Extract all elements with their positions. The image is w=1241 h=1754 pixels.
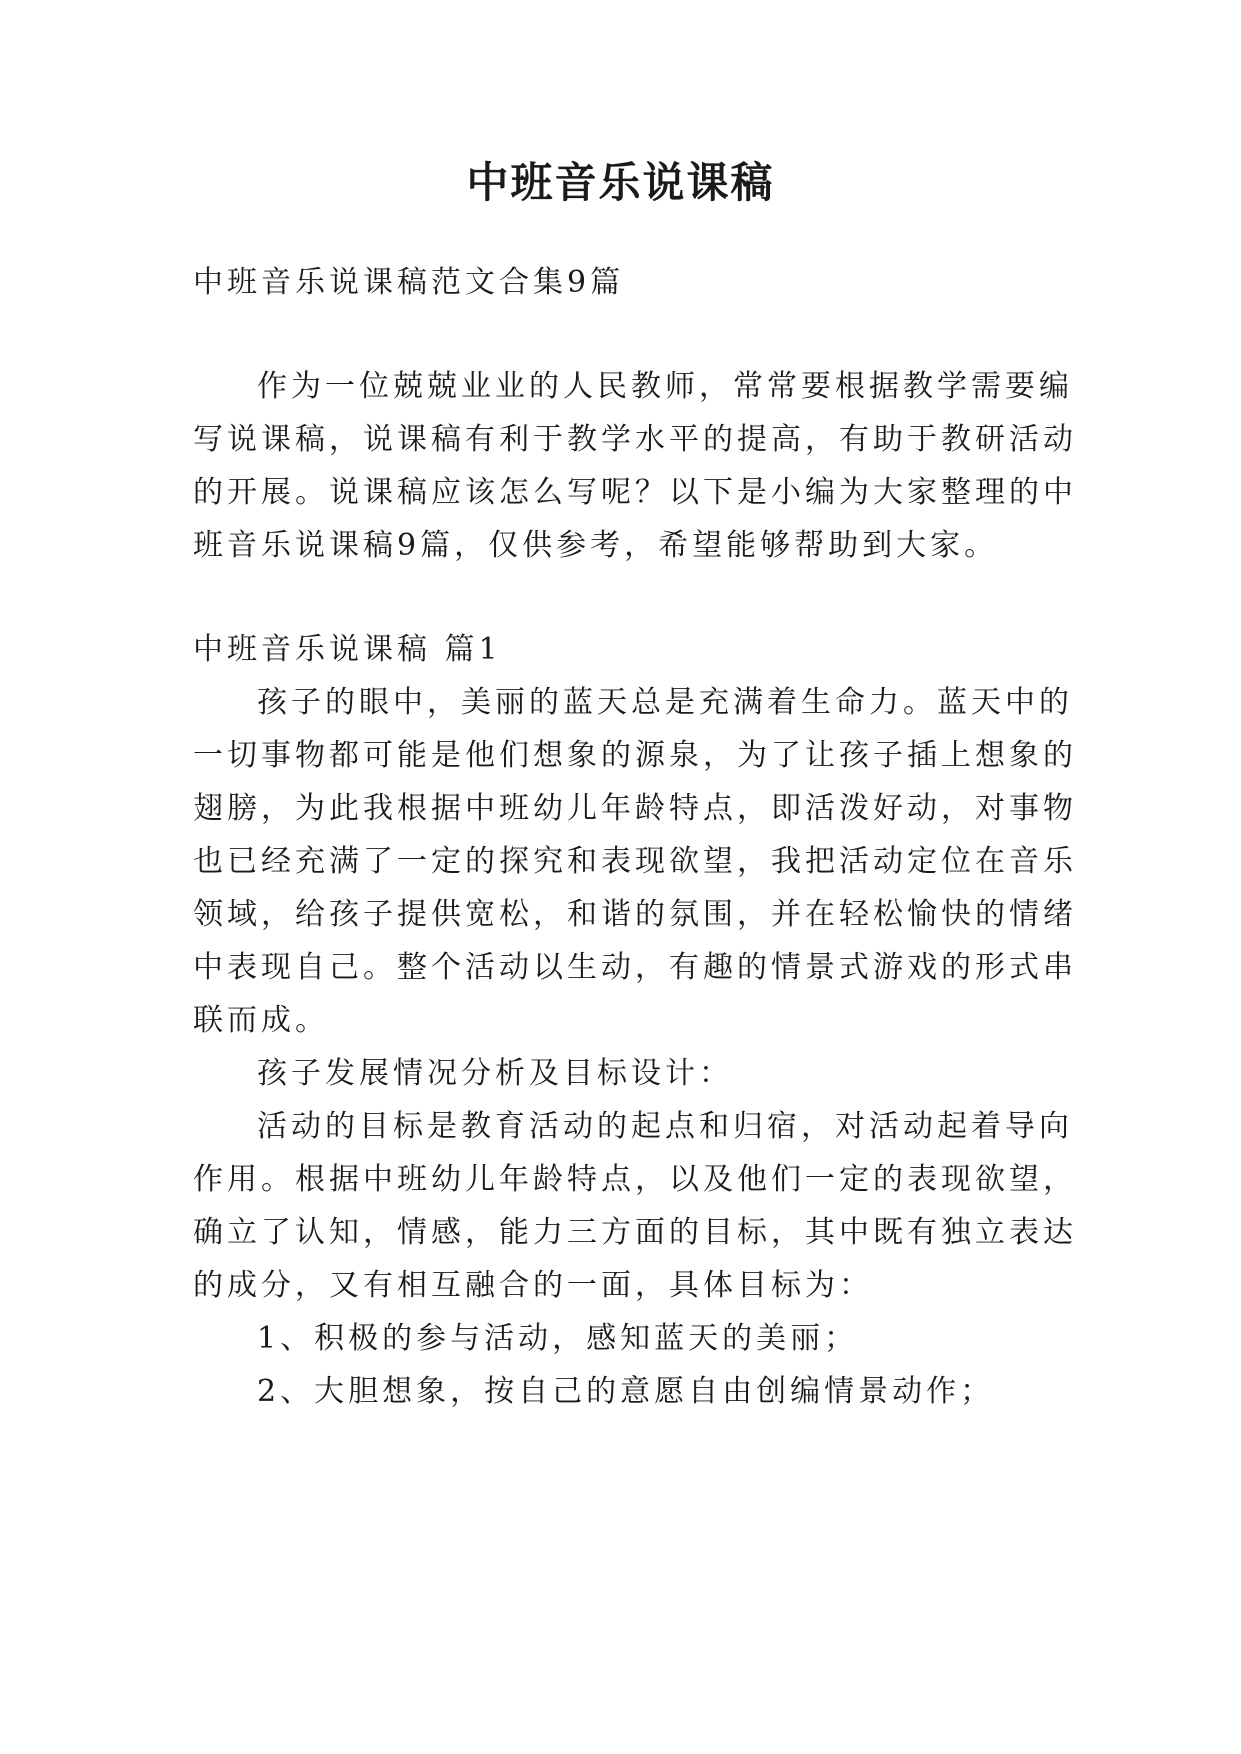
intro-line: 作为一位兢兢业业的人民教师，常常要根据教学需要编 — [257, 369, 1073, 404]
list-item: 1、积极的参与活动，感知蓝天的美丽； — [257, 1321, 859, 1356]
section-line: 领域，给孩子提供宽松，和谐的氛围，并在轻松愉快的情绪 — [193, 897, 1077, 932]
section-line: 作用。根据中班幼儿年龄特点，以及他们一定的表现欲望， — [193, 1162, 1077, 1197]
section-line: 也已经充满了一定的探究和表现欲望，我把活动定位在音乐 — [193, 844, 1077, 879]
section-line: 孩子的眼中，美丽的蓝天总是充满着生命力。蓝天中的 — [257, 685, 1073, 720]
intro-line: 的开展。说课稿应该怎么写呢？以下是小编为大家整理的中 — [193, 475, 1077, 510]
section-line: 联而成。 — [193, 1003, 329, 1038]
document-title: 中班音乐说课稿 — [466, 158, 775, 207]
section-line: 一切事物都可能是他们想象的源泉，为了让孩子插上想象的 — [193, 738, 1077, 773]
section-line: 的成分，又有相互融合的一面，具体目标为： — [193, 1268, 873, 1303]
section-line: 确立了认知，情感，能力三方面的目标，其中既有独立表达 — [193, 1215, 1077, 1250]
intro-line: 写说课稿，说课稿有利于教学水平的提高，有助于教研活动 — [193, 422, 1077, 457]
section-line: 翅膀，为此我根据中班幼儿年龄特点，即活泼好动，对事物 — [193, 791, 1077, 826]
section-heading: 中班音乐说课稿 篇1 — [193, 632, 502, 667]
section-line: 中表现自己。整个活动以生动，有趣的情景式游戏的形式串 — [193, 950, 1077, 985]
section-line: 孩子发展情况分析及目标设计： — [257, 1056, 733, 1091]
document-subtitle: 中班音乐说课稿范文合集9篇 — [193, 265, 625, 300]
intro-line: 班音乐说课稿9篇，仅供参考，希望能够帮助到大家。 — [193, 528, 999, 563]
section-line: 活动的目标是教育活动的起点和归宿，对活动起着导向 — [257, 1109, 1073, 1144]
list-item: 2、大胆想象，按自己的意愿自由创编情景动作； — [257, 1374, 995, 1409]
